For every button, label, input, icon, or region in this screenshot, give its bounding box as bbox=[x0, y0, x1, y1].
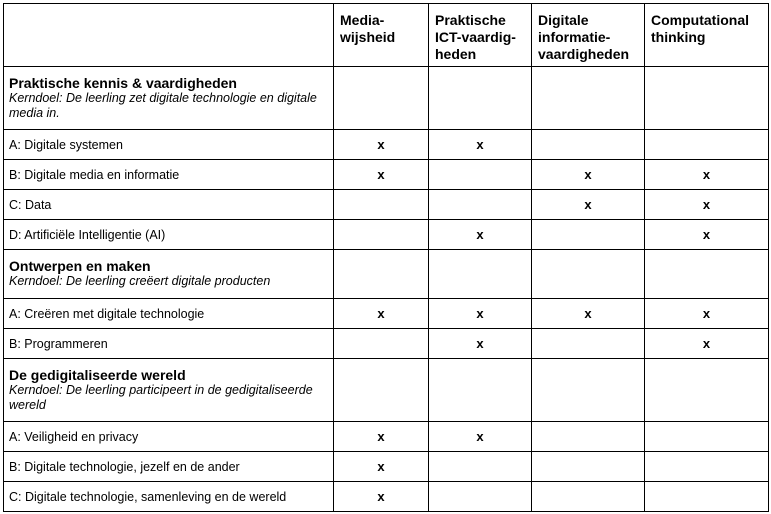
empty-cell bbox=[429, 190, 532, 220]
check-mark: x bbox=[429, 299, 532, 329]
empty-cell bbox=[334, 220, 429, 250]
check-mark: x bbox=[645, 220, 769, 250]
table-row bbox=[4, 160, 769, 190]
check-mark: x bbox=[532, 190, 645, 220]
table-row bbox=[4, 220, 769, 250]
empty-cell bbox=[645, 482, 769, 512]
header-label-computational: Computational thinking bbox=[651, 12, 749, 45]
header-cell bbox=[429, 4, 532, 67]
empty-cell bbox=[334, 329, 429, 359]
row-label: B: Digitale technologie, jezelf en de ander bbox=[4, 452, 334, 482]
section-title: De gedigitaliseerde wereld bbox=[9, 367, 186, 383]
header-label-mediawijsheid: Media- wijsheid bbox=[340, 12, 396, 45]
table-row bbox=[4, 452, 769, 482]
section-cell bbox=[4, 67, 334, 130]
empty-cell bbox=[429, 67, 532, 130]
row-label: B: Digitale media en informatie bbox=[4, 160, 334, 190]
check-mark: x bbox=[334, 130, 429, 160]
empty-cell bbox=[334, 67, 429, 130]
check-mark: x bbox=[334, 160, 429, 190]
empty-cell bbox=[532, 359, 645, 422]
section-description: Kerndoel: De leerling zet digitale technologie en digitale media in. bbox=[9, 91, 317, 120]
check-mark: x bbox=[334, 299, 429, 329]
empty-cell bbox=[532, 329, 645, 359]
check-mark: x bbox=[334, 422, 429, 452]
section-header-row bbox=[4, 250, 769, 299]
header-label-informatie: Digitale informatie- vaardigheden bbox=[538, 12, 630, 62]
empty-cell bbox=[645, 67, 769, 130]
section-header-row bbox=[4, 359, 769, 422]
check-mark: x bbox=[645, 329, 769, 359]
section-description: Kerndoel: De leerling creëert digitale producten bbox=[9, 274, 271, 288]
row-label: C: Digitale technologie, samenleving en de wereld bbox=[4, 482, 334, 512]
row-label: D: Artificiële Intelligentie (AI) bbox=[4, 220, 334, 250]
section-title: Praktische kennis & vaardigheden bbox=[9, 75, 237, 91]
check-mark: x bbox=[334, 452, 429, 482]
empty-cell bbox=[532, 482, 645, 512]
empty-cell bbox=[645, 130, 769, 160]
empty-cell bbox=[429, 452, 532, 482]
empty-cell bbox=[645, 250, 769, 299]
header-cell bbox=[4, 4, 334, 67]
empty-cell bbox=[532, 220, 645, 250]
empty-cell bbox=[532, 67, 645, 130]
header-cell bbox=[532, 4, 645, 67]
empty-cell bbox=[532, 130, 645, 160]
check-mark: x bbox=[645, 160, 769, 190]
empty-cell bbox=[334, 190, 429, 220]
section-cell bbox=[4, 359, 334, 422]
empty-cell bbox=[645, 359, 769, 422]
check-mark: x bbox=[429, 220, 532, 250]
row-label: C: Data bbox=[4, 190, 334, 220]
header-cell bbox=[645, 4, 769, 67]
section-description: Kerndoel: De leerling participeert in de gedigitaliseerde wereld bbox=[9, 383, 313, 412]
empty-cell bbox=[532, 422, 645, 452]
check-mark: x bbox=[645, 299, 769, 329]
row-label: A: Veiligheid en privacy bbox=[4, 422, 334, 452]
table-body bbox=[4, 67, 769, 512]
table-row bbox=[4, 329, 769, 359]
check-mark: x bbox=[429, 130, 532, 160]
empty-cell bbox=[645, 422, 769, 452]
check-mark: x bbox=[429, 329, 532, 359]
check-mark: x bbox=[429, 422, 532, 452]
empty-cell bbox=[532, 452, 645, 482]
empty-cell bbox=[645, 452, 769, 482]
empty-cell bbox=[429, 250, 532, 299]
check-mark: x bbox=[532, 299, 645, 329]
header-row bbox=[4, 4, 769, 67]
row-label: A: Digitale systemen bbox=[4, 130, 334, 160]
header-cell bbox=[334, 4, 429, 67]
empty-cell bbox=[429, 482, 532, 512]
empty-cell bbox=[429, 160, 532, 190]
empty-cell bbox=[334, 250, 429, 299]
empty-cell bbox=[334, 359, 429, 422]
table-row bbox=[4, 190, 769, 220]
check-mark: x bbox=[334, 482, 429, 512]
check-mark: x bbox=[532, 160, 645, 190]
row-label: A: Creëren met digitale technologie bbox=[4, 299, 334, 329]
table-row bbox=[4, 299, 769, 329]
section-title: Ontwerpen en maken bbox=[9, 258, 151, 274]
empty-cell bbox=[429, 359, 532, 422]
table-row bbox=[4, 130, 769, 160]
table-row bbox=[4, 482, 769, 512]
competency-matrix-table bbox=[3, 3, 769, 512]
table-row bbox=[4, 422, 769, 452]
section-header-row bbox=[4, 67, 769, 130]
check-mark: x bbox=[645, 190, 769, 220]
header-label-ict: Praktische ICT-vaardig- heden bbox=[435, 12, 516, 62]
section-cell bbox=[4, 250, 334, 299]
empty-cell bbox=[532, 250, 645, 299]
row-label: B: Programmeren bbox=[4, 329, 334, 359]
